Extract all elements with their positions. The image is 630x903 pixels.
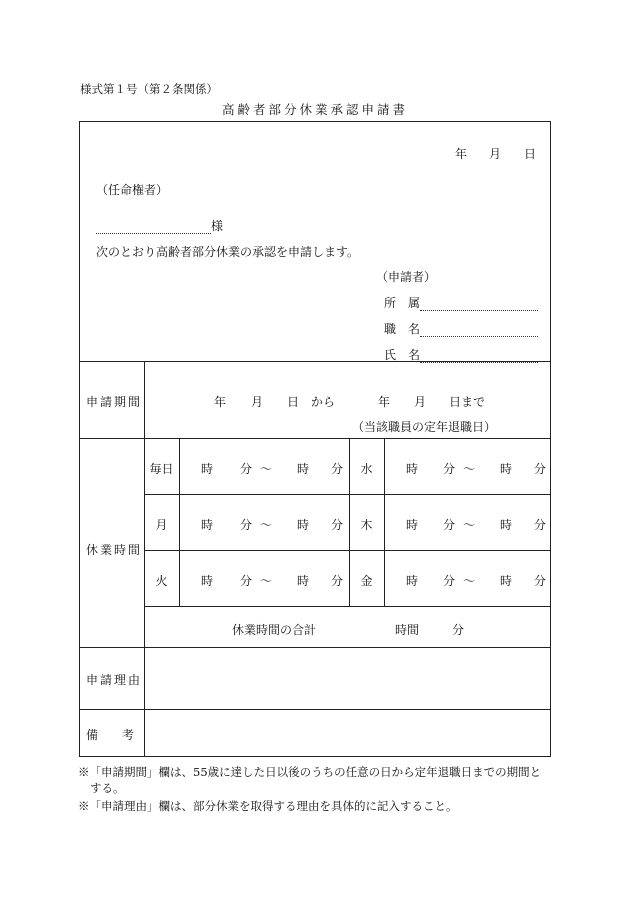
total-time-label: 休業時間の合計 [232, 623, 317, 637]
affiliation-row [384, 294, 538, 311]
period-from-day: 日 から [287, 395, 336, 409]
row3-left-tilde: 〜 [260, 574, 273, 588]
rule-day-left [179, 438, 180, 606]
date-month: 月 [489, 147, 502, 161]
day-thursday: 木 [360, 518, 373, 532]
remarks-label: 備 考 [86, 728, 135, 742]
leave-time-label: 休業時間 [86, 543, 143, 557]
row3-left-hour: 時 [201, 574, 214, 588]
row3-right-tilde: 〜 [463, 574, 476, 588]
row1-left-hour: 時 [201, 462, 214, 476]
day-monday: 月 [155, 518, 168, 532]
row3-right-hour2: 時 [500, 574, 513, 588]
total-minutes-unit: 分 [452, 623, 465, 637]
sama-label: 様 [211, 219, 224, 233]
note-period-cont: する。 [90, 781, 125, 795]
position-label: 職 名 [384, 322, 421, 336]
name-label: 氏 名 [384, 348, 421, 362]
period-label: 申請期間 [86, 395, 143, 409]
row2-left-tilde: 〜 [260, 518, 273, 532]
period-from-month: 月 [251, 395, 264, 409]
note-reason: ※「申請理由」欄は、部分休業を取得する理由を具体的に記入すること。 [78, 799, 458, 813]
rule-reason-bottom [79, 709, 551, 710]
request-text: 次のとおり高齢者部分休業の承認を申請します。 [96, 245, 360, 259]
total-hours-unit: 時間 [395, 623, 420, 637]
affiliation-label: 所 属 [384, 296, 421, 310]
period-to-month: 月 [414, 395, 427, 409]
position-field[interactable] [420, 324, 538, 337]
period-to-day: 日まで [449, 395, 486, 409]
day-everyday: 毎日 [149, 462, 174, 476]
row2-right-hour: 時 [406, 518, 419, 532]
row1-left-tilde: 〜 [260, 462, 273, 476]
row3-right-minute: 分 [443, 574, 456, 588]
row1-right-minute: 分 [443, 462, 456, 476]
rule-time-row2 [144, 550, 551, 551]
name-row [384, 346, 538, 363]
position-row [384, 320, 538, 337]
row2-right-minute: 分 [443, 518, 456, 532]
row1-right-tilde: 〜 [463, 462, 476, 476]
rule-time-row3 [144, 606, 551, 607]
row2-right-minute2: 分 [534, 518, 547, 532]
row1-left-minute: 分 [240, 462, 253, 476]
addressee-field[interactable] [96, 221, 211, 234]
row2-left-hour: 時 [201, 518, 214, 532]
addressee-line [96, 217, 223, 234]
name-field[interactable] [420, 350, 538, 363]
affiliation-field[interactable] [420, 298, 538, 311]
row1-right-hour2: 時 [500, 462, 513, 476]
note-period: ※「申請期間」欄は、55歳に達した日以後のうちの任意の日から定年退職日までの期間と [78, 765, 542, 779]
form-title: 高齢者部分休業承認申請書 [221, 102, 408, 117]
form-number-label: 様式第１号（第２条関係） [80, 82, 218, 96]
applicant-label: （申請者） [376, 270, 437, 284]
row1-left-minute2: 分 [331, 462, 344, 476]
row2-left-minute: 分 [240, 518, 253, 532]
period-from-year: 年 [214, 395, 227, 409]
reason-label: 申請理由 [86, 673, 143, 687]
row1-right-hour: 時 [406, 462, 419, 476]
row2-left-hour2: 時 [297, 518, 310, 532]
row3-left-hour2: 時 [297, 574, 310, 588]
rule-period-bottom [79, 438, 551, 439]
rule-time-bottom [79, 647, 551, 648]
row3-right-minute2: 分 [534, 574, 547, 588]
row1-left-hour2: 時 [297, 462, 310, 476]
row3-left-minute: 分 [240, 574, 253, 588]
rule-label-column [144, 361, 145, 757]
date-day: 日 [524, 147, 537, 161]
row1-right-minute2: 分 [534, 462, 547, 476]
row3-right-hour: 時 [406, 574, 419, 588]
row3-left-minute2: 分 [331, 574, 344, 588]
rule-day-right [384, 438, 385, 606]
date-year: 年 [455, 147, 468, 161]
appointer-label: （任命権者） [96, 183, 169, 197]
day-friday: 金 [360, 574, 373, 588]
day-tuesday: 火 [155, 574, 168, 588]
row2-left-minute2: 分 [331, 518, 344, 532]
period-to-year: 年 [378, 395, 391, 409]
day-wednesday: 水 [360, 462, 373, 476]
row2-right-hour2: 時 [500, 518, 513, 532]
retirement-date-note: （当該職員の定年退職日） [352, 420, 497, 434]
rule-time-row1 [144, 494, 551, 495]
row2-right-tilde: 〜 [463, 518, 476, 532]
